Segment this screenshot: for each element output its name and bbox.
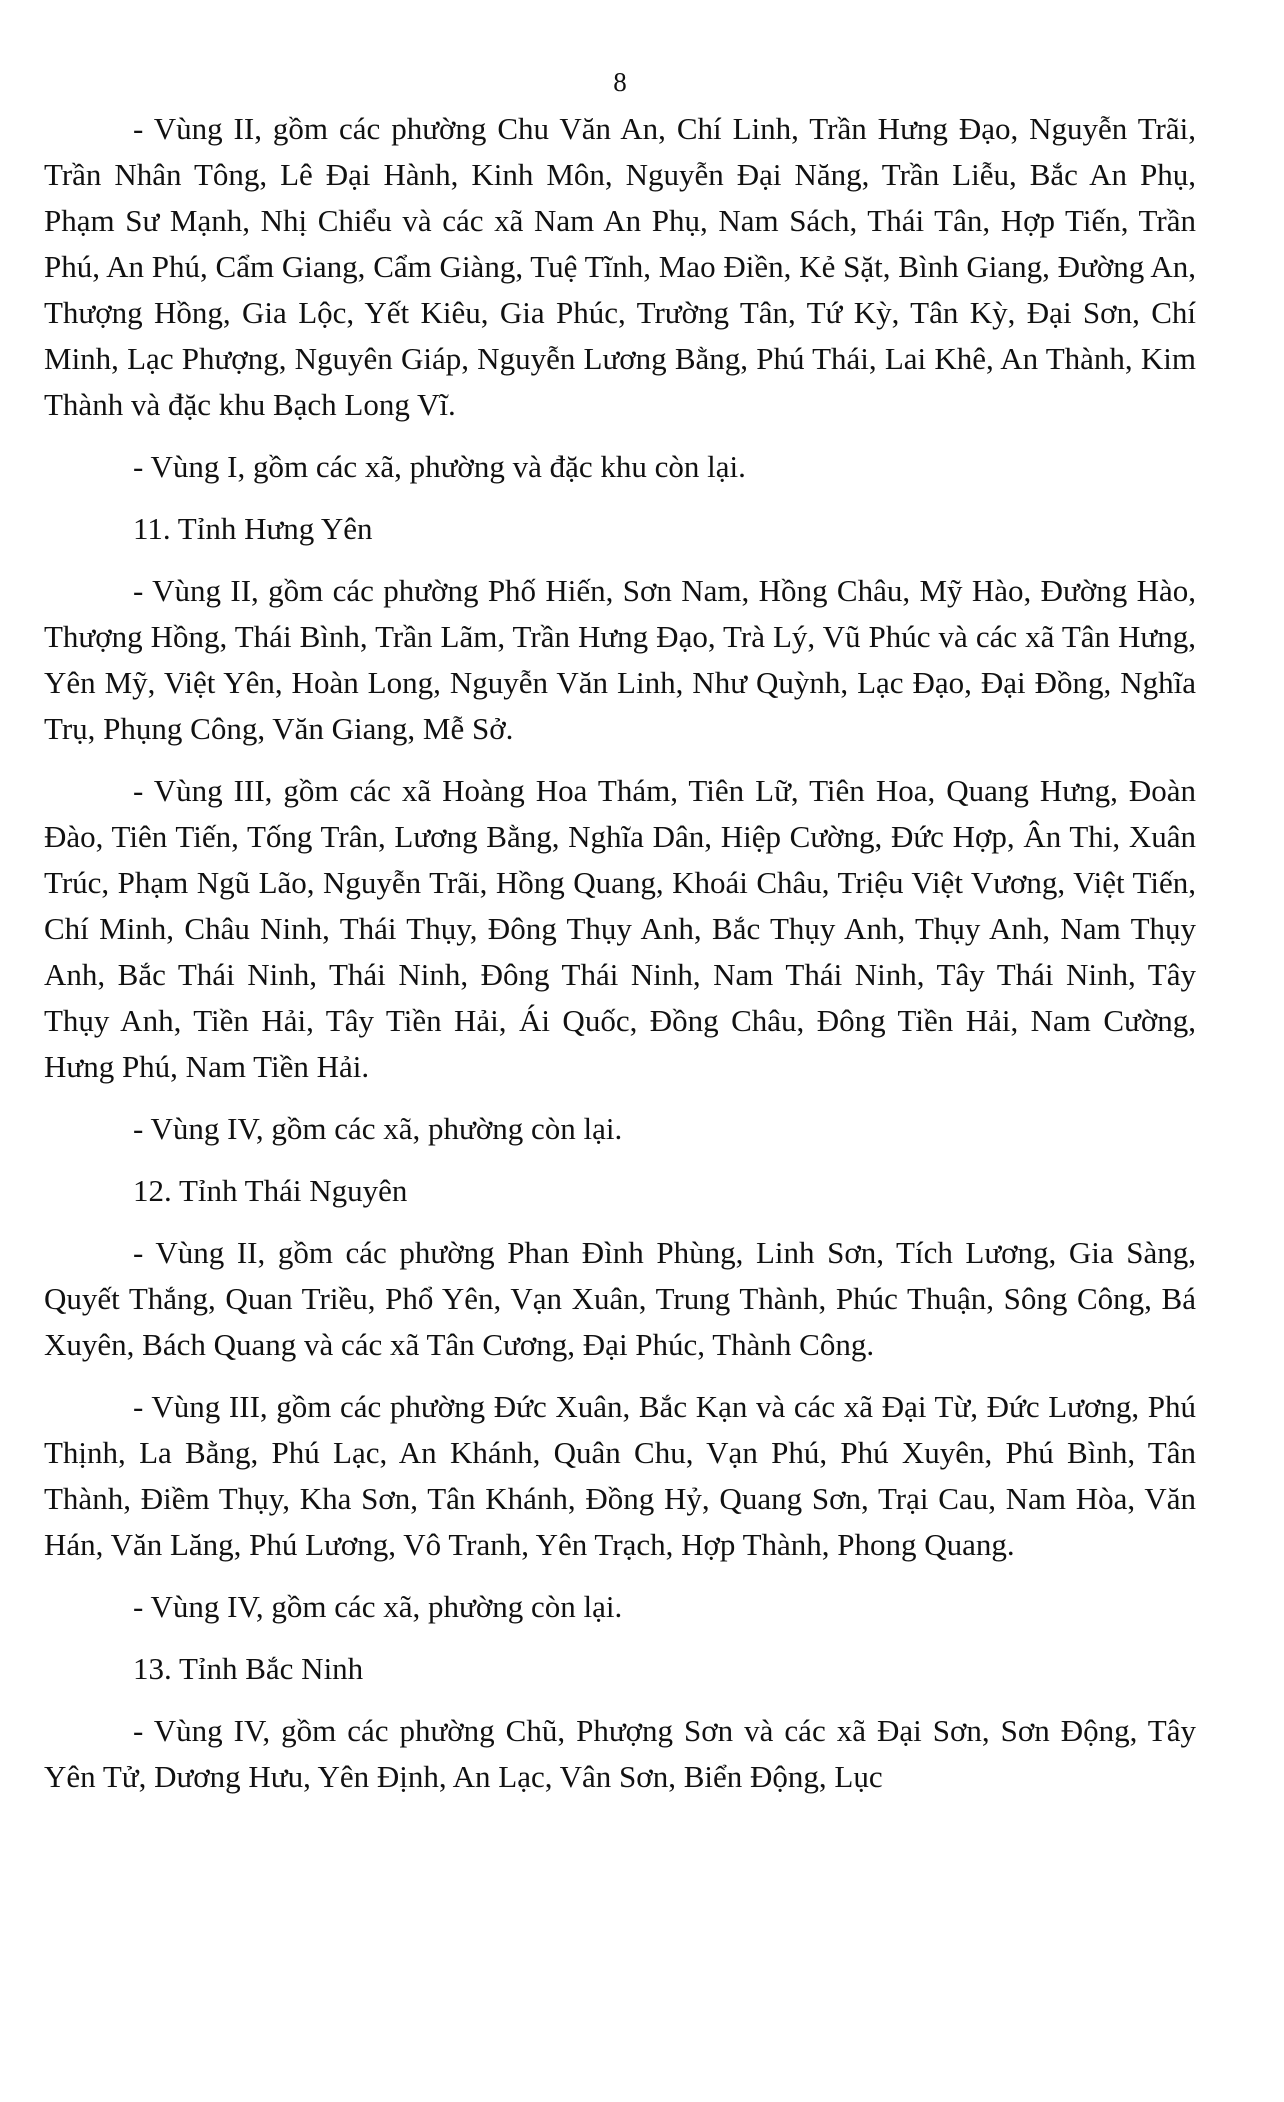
section-heading-hung-yen: 11. Tỉnh Hưng Yên <box>133 511 373 546</box>
page-number: 8 <box>613 67 627 97</box>
paragraph-hung-yen-region-iv: - Vùng IV, gồm các xã, phường còn lại. <box>133 1111 623 1146</box>
paragraph-thai-nguyen-region-iv: - Vùng IV, gồm các xã, phường còn lại. <box>133 1589 623 1624</box>
paragraph-hung-yen-region-ii: - Vùng II, gồm các phường Phố Hiến, Sơn Nam, Hồng Châu, Mỹ Hào, Đường Hào, Thượng Hồng, Thái Bình, Trần Lãm, Trần Hưng Đạo, Trà Lý, Vũ Phúc và các xã Tân Hưng, Yên Mỹ, Việt Yên, Hoàn Long, Nguyễn Văn Linh, Như Quỳnh, Lạc Đạo, Đại Đồng, Nghĩa Trụ, Phụng Công, Văn Giang, Mễ Sở. <box>44 573 1196 746</box>
paragraph-region-i-remaining: - Vùng I, gồm các xã, phường và đặc khu còn lại. <box>133 449 746 484</box>
paragraph-thai-nguyen-region-iii: - Vùng III, gồm các phường Đức Xuân, Bắc Kạn và các xã Đại Từ, Đức Lương, Phú Thịnh, La Bằng, Phú Lạc, An Khánh, Quân Chu, Vạn Phú, Phú Xuyên, Phú Bình, Tân Thành, Điềm Thụy, Kha Sơn, Tân Khánh, Đồng Hỷ, Quang Sơn, Trại Cau, Nam Hòa, Văn Hán, Văn Lăng, Phú Lương, Vô Tranh, Yên Trạch, Hợp Thành, Phong Quang. <box>44 1389 1196 1562</box>
section-heading-thai-nguyen: 12. Tỉnh Thái Nguyên <box>133 1173 408 1208</box>
paragraph-region-ii-hai-phong: - Vùng II, gồm các phường Chu Văn An, Chí Linh, Trần Hưng Đạo, Nguyễn Trãi, Trần Nhân Tông, Lê Đại Hành, Kinh Môn, Nguyễn Đại Năng, Trần Liễu, Bắc An Phụ, Phạm Sư Mạnh, Nhị Chiểu và các xã Nam An Phụ, Nam Sách, Thái Tân, Hợp Tiến, Trần Phú, An Phú, Cẩm Giang, Cẩm Giàng, Tuệ Tĩnh, Mao Điền, Kẻ Sặt, Bình Giang, Đường An, Thượng Hồng, Gia Lộc, Yết Kiêu, Gia Phúc, Trường Tân, Tứ Kỳ, Tân Kỳ, Đại Sơn, Chí Minh, Lạc Phượng, Nguyên Giáp, Nguyễn Lương Bằng, Phú Thái, Lai Khê, An Thành, Kim Thành và đặc khu Bạch Long Vĩ. <box>44 111 1196 422</box>
document-page <box>44 62 1196 1816</box>
section-heading-bac-ninh: 13. Tỉnh Bắc Ninh <box>133 1651 364 1686</box>
paragraph-thai-nguyen-region-ii: - Vùng II, gồm các phường Phan Đình Phùng, Linh Sơn, Tích Lương, Gia Sàng, Quyết Thắng, Quan Triều, Phổ Yên, Vạn Xuân, Trung Thành, Phúc Thuận, Sông Công, Bá Xuyên, Bách Quang và các xã Tân Cương, Đại Phúc, Thành Công. <box>44 1235 1196 1362</box>
paragraph-hung-yen-region-iii: - Vùng III, gồm các xã Hoàng Hoa Thám, Tiên Lữ, Tiên Hoa, Quang Hưng, Đoàn Đào, Tiên Tiến, Tống Trân, Lương Bằng, Nghĩa Dân, Hiệp Cường, Đức Hợp, Ân Thi, Xuân Trúc, Phạm Ngũ Lão, Nguyễn Trãi, Hồng Quang, Khoái Châu, Triệu Việt Vương, Việt Tiến, Chí Minh, Châu Ninh, Thái Thụy, Đông Thụy Anh, Bắc Thụy Anh, Thụy Anh, Nam Thụy Anh, Bắc Thái Ninh, Thái Ninh, Đông Thái Ninh, Nam Thái Ninh, Tây Thái Ninh, Tây Thụy Anh, Tiền Hải, Tây Tiền Hải, Ái Quốc, Đồng Châu, Đông Tiền Hải, Nam Cường, Hưng Phú, Nam Tiền Hải. <box>44 773 1196 1084</box>
paragraph-bac-ninh-region-iv: - Vùng IV, gồm các phường Chũ, Phượng Sơn và các xã Đại Sơn, Sơn Động, Tây Yên Tử, Dương Hưu, Yên Định, An Lạc, Vân Sơn, Biển Động, Lục <box>44 1713 1196 1794</box>
